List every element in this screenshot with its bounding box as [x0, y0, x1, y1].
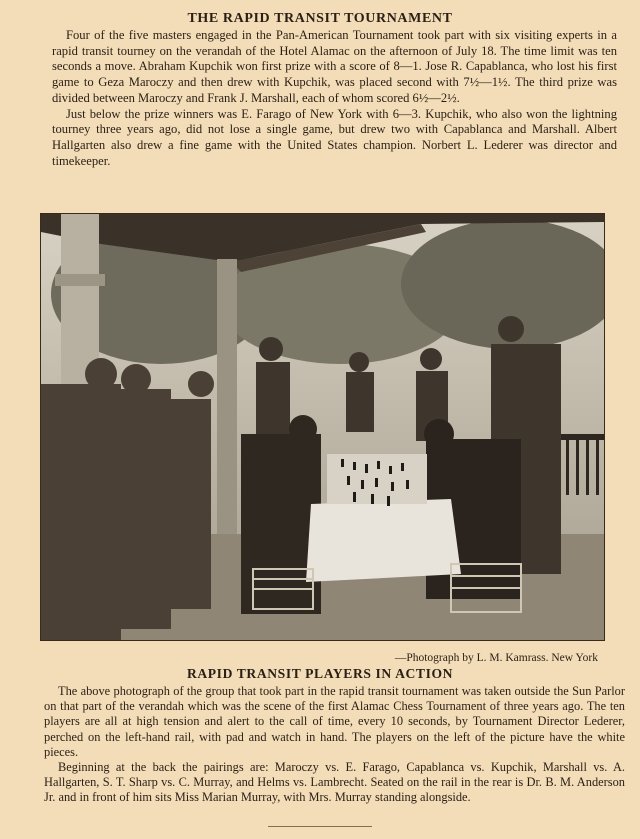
caption-paragraph: The above photograph of the group that took part in the rapid transit tournament was taken outside the Sun Parlor on that part of the verandah which was the scene of the first Alamac Chess Tournament of three years ago. The ten players are all at high tension and alert to the call of time, every 10 seconds, by Tournament Director Lederer, perched on the left-hand rail, with pad and watch in hand. The players on the left of the picture have the white pieces.	[44, 684, 625, 759]
caption-paragraph: Beginning at the back the pairings are: Maroczy vs. E. Farago, Capablanca vs. Kupchik, Marshall vs. A. Hallgarten, S. T. Sharp vs. C. Murray, and Helms vs. Lambrecht. Seated on the rail in the rear is Dr. B. M. Anderson Jr. and in front of him sits Miss Marian Murray, with Mrs. Murray standing alongside.	[44, 760, 625, 805]
caption-title: RAPID TRANSIT PLAYERS IN ACTION	[186, 666, 454, 681]
tournament-photograph	[40, 213, 605, 641]
article-paragraph: Just below the prize winners was E. Farago of New York with 6—3. Kupchik, who also won the lightning tourney three years ago, did not lose a single game, but drew two with Capablanca and Marshall. Albert Hallgarten also drew a fine game with the United States champion. Norbert L. Lederer was director and timekeeper.	[52, 106, 617, 168]
closing-rule	[268, 826, 372, 827]
article-body	[52, 28, 617, 169]
photo-credit: —Photograph by L. M. Kamrass. New York	[394, 652, 598, 664]
caption-body	[44, 684, 625, 806]
article-paragraph: Four of the five masters engaged in the Pan-American Tournament took part with six visiting experts in a rapid transit tourney on the verandah of the Hotel Alamac on the afternoon of July 18. The time limit was ten seconds a move. Abraham Kupchik won first prize with a score of 8—1. Jose R. Capablanca, who lost his first game to Geza Maroczy and then drew with Kupchik, was placed second with 7½—1½. The third prize was divided between Maroczy and Frank J. Marshall, each of whom scored 6½—2½.	[52, 28, 617, 105]
article-title: THE RAPID TRANSIT TOURNAMENT	[187, 11, 453, 26]
